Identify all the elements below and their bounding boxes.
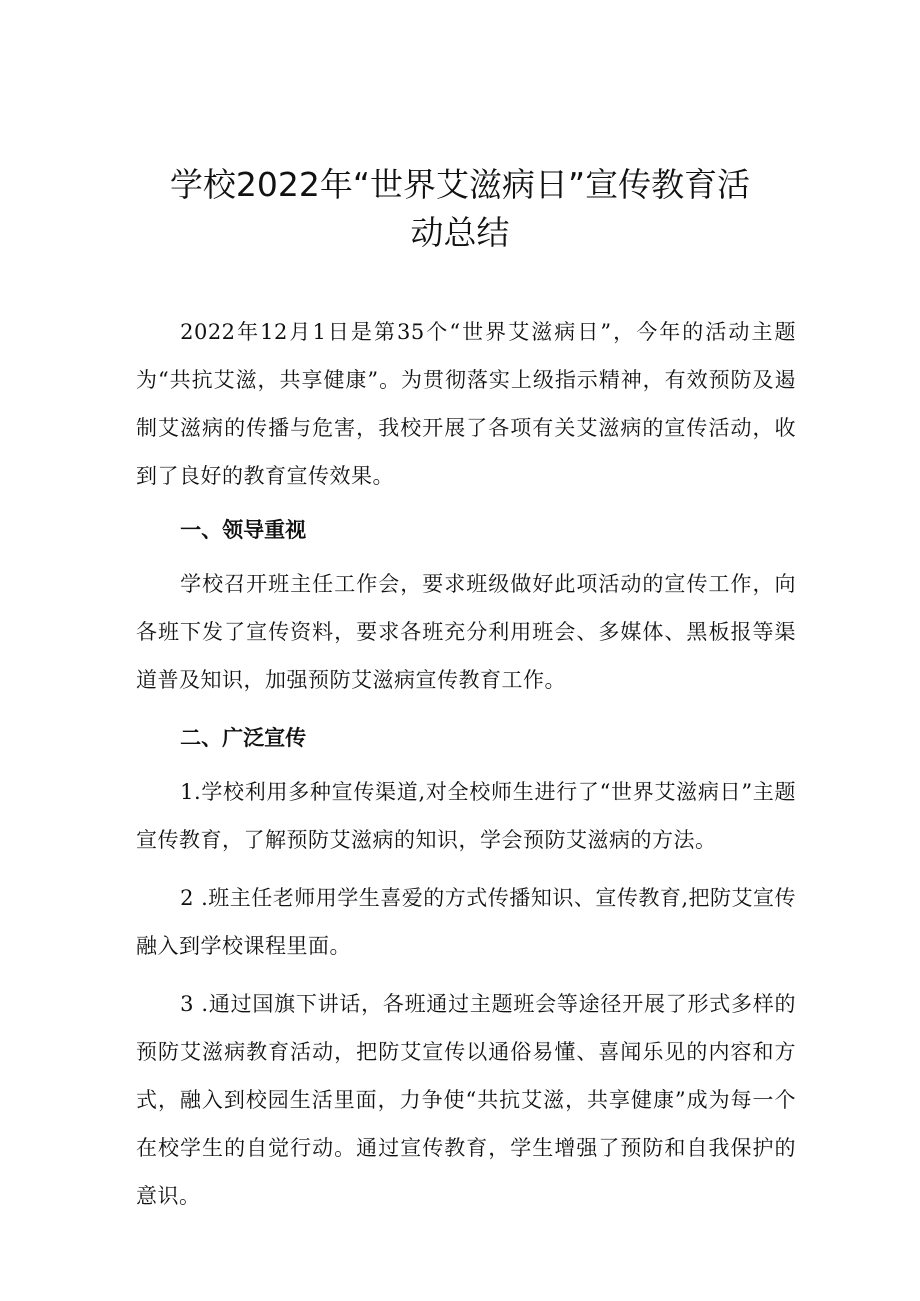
publicity-item-2: 2 .班主任老师用学生喜爱的方式传播知识、宣传教育,把防艾宣传融入到学校课程里面。 — [136, 886, 796, 958]
section-heading-leadership: 一、领导重视 — [180, 518, 307, 542]
document-body — [136, 308, 796, 1220]
publicity-item-1: 1.学校利用多种宣传渠道,对全校师生进行了“世界艾滋病日”主题宣传教育，了解预防艾滋病的知识，学会预防艾滋病的方法。 — [136, 780, 796, 852]
leadership-paragraph: 学校召开班主任工作会，要求班级做好此项活动的宣传工作，向各班下发了宣传资料，要求各班充分利用班会、多媒体、黑板报等渠道普及知识，加强预防艾滋病宣传教育工作。 — [136, 572, 796, 692]
document-title-line-2: 动总结 — [410, 213, 510, 252]
section-heading-publicity: 二、广泛宣传 — [180, 726, 307, 750]
publicity-item-3: 3 .通过国旗下讲话，各班通过主题班会等途径开展了形式多样的预防艾滋病教育活动，把防艾宣传以通俗易懂、喜闻乐见的内容和方式，融入到校园生活里面，力争使“共抗艾滋，共享健康”成为每一个在校学生的自觉行动。通过宣传教育，学生增强了预防和自我保护的意识。 — [136, 992, 796, 1208]
document-title-line-1: 学校2022年“世界艾滋病日”宣传教育活 — [169, 165, 751, 204]
intro-paragraph: 2022年12月1日是第35个“世界艾滋病日”，今年的活动主题为“共抗艾滋，共享健康”。为贯彻落实上级指示精神，有效预防及遏制艾滋病的传播与危害，我校开展了各项有关艾滋病的宣传活动，收到了良好的教育宣传效果。 — [136, 320, 796, 488]
